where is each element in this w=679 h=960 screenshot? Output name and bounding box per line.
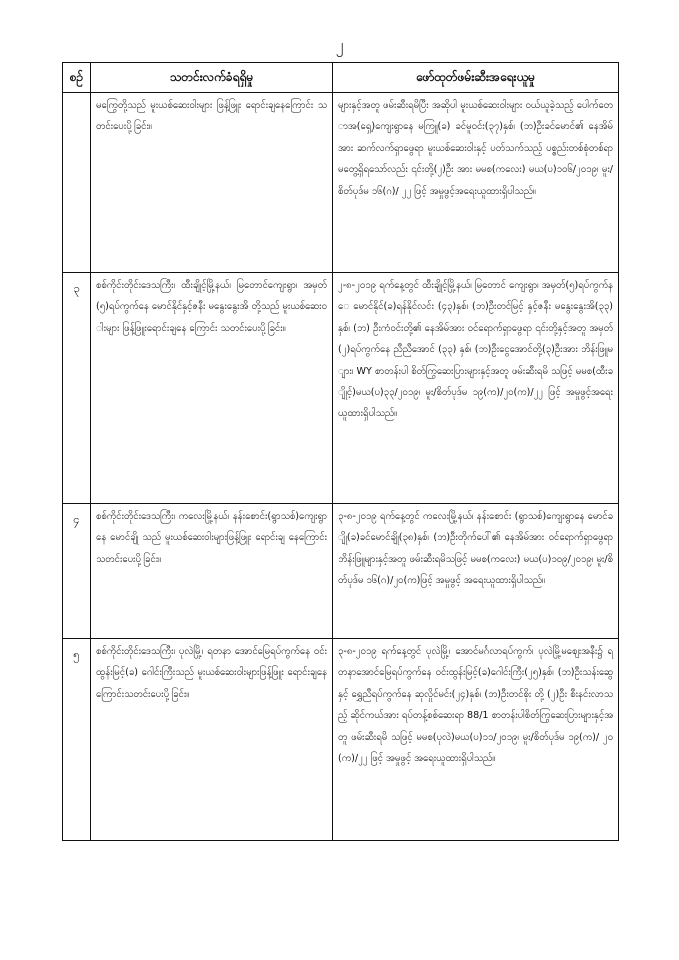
page-number: ၂ bbox=[335, 35, 344, 54]
table-row bbox=[63, 504, 619, 639]
row-serial-no: ၄ bbox=[63, 504, 91, 639]
row-action-text: ၂-၈-၂၀၁၉ ရက်နေ့တွင် ထီးချိုင့်မြို့နယ်၊ မြတောင် ကျေးရွာ၊ အမှတ်(၅)ရပ်ကွက်နေ မောင်နိုင်(ခ)ရန်နိုင်လင်း (၄၃)နှစ်၊ (ဘ)ဦးတင်မြင့် နှင့်ဇနီး မနွေးနွေးအိ(၃၃)နှစ်၊ (ဘ) ဦးကံဝင်းတို့၏ နေအိမ်အား ဝင်ရောက်ရှာဖွေရာ ၎င်းတို့နှင့်အတူ အမှတ်(၂)ရပ်ကွက်နေ ညီညီအောင် (၃၃) နှစ်၊ (ဘ)ဦးငွေအောင်တို့(၃)ဦးအား ဘိန်းဖြူများ၊ WY စာတန်းပါ စိတ်ကြွဆေးပြားများနှင့်အတူ ဖမ်းဆီးရမိ သဖြင့် မမစ(ထီးချိုင့်)မယ(ပ)၃၃/၂၀၁၉၊ မူး/စိတ်ပုဒ်မ ၁၉(က)/၂၀(က)/၂၂ ဖြင့် အမှုဖွင့်အရေးယူထားရှိပါသည်။ bbox=[333, 273, 619, 504]
row-serial-no bbox=[63, 93, 91, 273]
row-information-text: စစ်ကိုင်းတိုင်းဒေသကြီး၊ ပုလဲမြို့၊ ရတနာ အောင်မြေရပ်ကွက်နေ ဝင်းထွန်းမြင့်(ခ) ဂေါင်းကြီးသည် မူးယစ်ဆေးဝါးများဖြန့်ဖြူး ရောင်းချနေကြောင်းသတင်းပေးပို့ခြင်း။ bbox=[91, 639, 333, 841]
row-information-text: စစ်ကိုင်းတိုင်းဒေသကြီး၊ ထီးချိုင့်မြို့နယ်၊ မြတောင်ကျေးရွာ၊ အမှတ်(၅)ရပ်ကွက်နေ မောင်နိုင်နှင့်ဇနီး မနွေးနွေးအိ တို့သည် မူးယစ်ဆေးဝါးများ ဖြန့်ဖြူးရောင်းချနေ ကြောင်း သတင်းပေးပို့ခြင်း။ bbox=[91, 273, 333, 504]
header-serial-no: စဉ် bbox=[63, 63, 91, 93]
row-action-text: ၃-၈-၂၀၁၉ ရက်နေ့တွင် ပုလဲမြို့၊ အောင်မင်္ဂလာရပ်ကွက်၊ ပုလဲမြို့မဈေးအနီး၌ ရတနာအောင်မြေရပ်ကွက်နေ ဝင်းထွန်းမြင့်(ခ)ဂေါင်းကြီး(၂၅)နှစ်၊ (ဘ)ဦးသန်းဆွေနှင့် ရွှေညီရပ်ကွက်နေ ဆုလှိုင်မင်း(၂၄)နှစ်၊ (ဘ)ဦးတင်စိုး တို့ (၂)ဦး စီးနင်းလာသည့် ဆိုင်ကယ်အား ရပ်တန့်စစ်ဆေးရာ 88/1 စာတန်းပါစိတ်ကြွဆေးပြားများနှင့်အတူ ဖမ်းဆီးရမိ သဖြင့် မမစ(ပုလဲ)မယ(ပ)၁၁/၂၀၁၉၊ မူး/စိတ်ပုဒ်မ ၁၉(က)/ ၂၀(က)/၂၂ ဖြင့် အမှုဖွင့် အရေးယူထားရှိပါသည်။ bbox=[333, 639, 619, 841]
table-row bbox=[63, 93, 619, 273]
header-arrest-action: ဖော်ထုတ်ဖမ်းဆီးအရေးယူမှု bbox=[333, 63, 619, 93]
header-information-received: သတင်းလက်ခံရရှိမှု bbox=[91, 63, 333, 93]
row-action-text: ၃-၈-၂၀၁၉ ရက်နေ့တွင် ကလေးမြို့နယ်၊ နန်းစောင်း (ရွာသစ်)ကျေးရွာနေ မောင်ချို(ခ)ခင်မောင်ချို(၃၈)နှစ်၊ (ဘ)ဦးတိုက်ပေါ်၏ နေအိမ်အား ဝင်ရောက်ရှာဖွေရာ ဘိန်းဖြူများနှင့်အတူ ဖမ်းဆီးရမိသဖြင့် မမစ(ကလေး) မယ(ပ)၁၀၉/၂၀၁၉၊ မူး/စိတ်ပုဒ်မ ၁၆(ဂ)/၂၀(က)ဖြင့် အမှုဖွင့် အရေးယူထားရှိပါသည်။ bbox=[333, 504, 619, 639]
table-header-row bbox=[63, 63, 619, 93]
table-row bbox=[63, 639, 619, 841]
table-row bbox=[63, 273, 619, 504]
row-serial-no: ၃ bbox=[63, 273, 91, 504]
row-serial-no: ၅ bbox=[63, 639, 91, 841]
row-action-text: များနှင့်အတူ ဖမ်းဆီးရမိပြီး အဆိုပါ မူးယစ်ဆေးဝါးများ ဝယ်ယူခဲ့သည့် ပေါက်တောအ(ရှေ့)ကျေးရွာနေ မကြူ(ခ) ခင်မူဝင်း(၃၇)နှစ်၊ (ဘ)ဦးခင်မောင်၏ နေအိမ်အား ဆက်လက်ရှာဖွေရာ မူးယစ်ဆေးဝါးနှင့် ပတ်သက်သည့် ပစ္စည်းတစ်စုံတစ်ရာ မတွေ့ရှိရသော်လည်း ၎င်းတို့(၂)ဦး အား မမစ(ကလေး) မယ(ပ)၁၀၆/၂၀၁၉၊ မူး/စိတ်ပုဒ်မ ၁၆(ဂ)/ ၂၂ ဖြင့် အမှုဖွင့်အရေးယူထားရှိပါသည်။ bbox=[333, 93, 619, 273]
row-information-text: စစ်ကိုင်းတိုင်းဒေသကြီး၊ ကလေးမြို့နယ်၊ နန်းစောင်း(ရွာသစ်)ကျေးရွာနေ မောင်ချို သည် မူးယစ်ဆေးဝါးများဖြန့်ဖြူး ရောင်းချ နေကြောင်း သတင်းပေးပို့ခြင်း။ bbox=[91, 504, 333, 639]
row-information-text: မကြွေတို့သည် မူးယစ်ဆေးဝါးများ ဖြန့်ဖြူး ရောင်းချနေကြောင်း သတင်းပေးပို့ခြင်း။ bbox=[91, 93, 333, 273]
seizure-report-table bbox=[62, 62, 619, 841]
